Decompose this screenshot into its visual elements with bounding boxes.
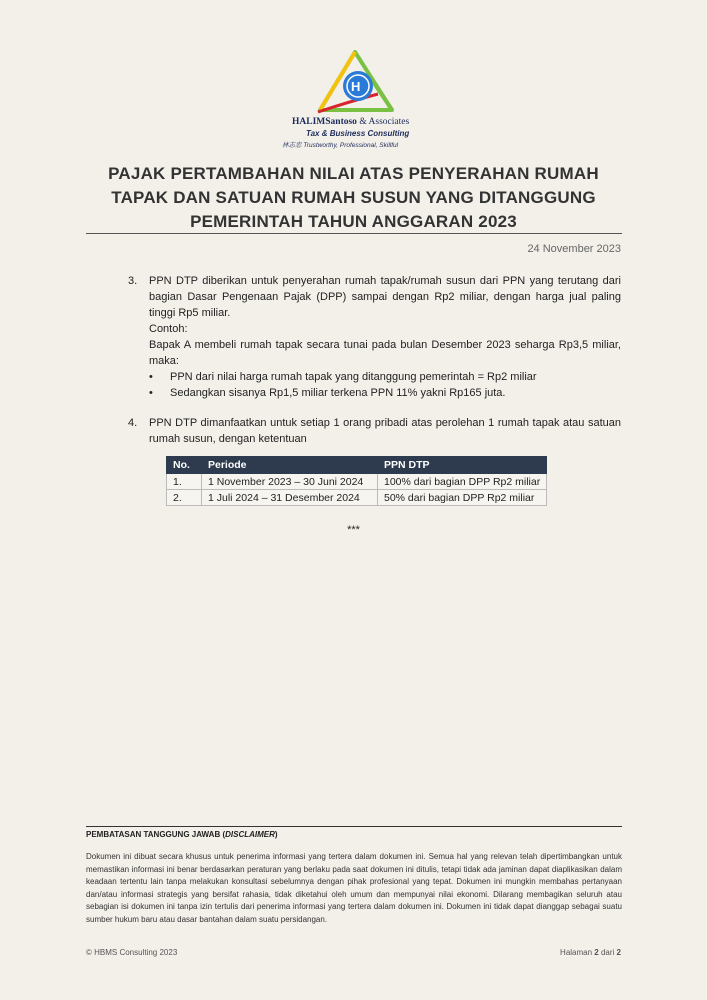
logo-firm-name: HALIMSantoso & Associates	[292, 117, 410, 127]
table-cell: 100% dari bagian DPP Rp2 miliar	[378, 474, 547, 490]
table-cell: 1 Juli 2024 – 31 Desember 2024	[202, 490, 378, 506]
item-text: PPN DTP diberikan untuk penyerahan rumah tapak/rumah susun dari PPN yang terutang dari bagian Dasar Pengenaan Pajak (DPP) sampai dengan Rp2 miliar, dengan harga jual paling tinggi Rp5 miliar.	[149, 275, 621, 319]
example-text: Bapak A membeli rumah tapak secara tunai pada bulan Desember 2023 seharga Rp3,5 miliar, maka:	[149, 339, 621, 367]
section-separator: ***	[347, 524, 360, 536]
table-row	[167, 490, 547, 506]
list-item-4	[128, 415, 621, 447]
item-number: 4.	[128, 417, 138, 429]
column-header: Periode	[202, 457, 378, 474]
item-number: 3.	[128, 275, 138, 287]
footer-page-number: Halaman 2 dari 2	[560, 948, 621, 957]
svg-text:H: H	[351, 79, 361, 94]
document-title	[86, 162, 621, 234]
item-text: PPN DTP dimanfaatkan untuk setiap 1 orang pribadi atas perolehan 1 rumah tapak atau satuan rumah susun, dengan ketentuan	[149, 417, 621, 445]
table-cell: 1.	[167, 474, 202, 490]
table-cell: 1 November 2023 – 30 Juni 2024	[202, 474, 378, 490]
example-bullets	[149, 369, 621, 401]
bullet-item: • PPN dari nilai harga rumah tapak yang ditanggung pemerintah = Rp2 miliar	[149, 369, 621, 385]
logo-subtitle: Tax & Business Consulting	[306, 129, 410, 138]
column-header: No.	[167, 457, 202, 474]
list-item-3	[128, 273, 621, 401]
logo-tagline: 林志忠 Trustworthy, Professional, Skillful	[282, 142, 399, 149]
title-line-1: PAJAK PERTAMBAHAN NILAI ATAS PENYERAHAN RUMAH	[108, 164, 599, 183]
bullet-item: • Sedangkan sisanya Rp1,5 miliar terkena PPN 11% yakni Rp165 juta.	[149, 385, 621, 401]
title-line-2: TAPAK DAN SATUAN RUMAH SUSUN YANG DITANGGUNG	[111, 188, 596, 207]
document-date: 24 November 2023	[527, 243, 621, 255]
footer-copyright: © HBMS Consulting 2023	[86, 948, 178, 957]
company-logo	[270, 50, 440, 150]
example-label: Contoh:	[149, 323, 188, 335]
logo-emblem-icon	[308, 50, 403, 116]
table-cell: 2.	[167, 490, 202, 506]
ppn-dtp-table	[166, 456, 547, 506]
table-cell: 50% dari bagian DPP Rp2 miliar	[378, 490, 547, 506]
disclaimer-title: PEMBATASAN TANGGUNG JAWAB (DISCLAIMER)	[86, 830, 278, 839]
title-line-3: PEMERINTAH TAHUN ANGGARAN 2023	[190, 212, 517, 231]
title-divider	[86, 233, 622, 234]
table-row	[167, 474, 547, 490]
table-header-row	[167, 457, 547, 474]
disclaimer-divider	[86, 826, 622, 827]
disclaimer-text: Dokumen ini dibuat secara khusus untuk penerima informasi yang tertera dalam dokumen ini. Semua hal yang relevan telah dipertimbangkan untuk memastikan informasi ini benar berdasarkan peraturan yang berlaku pada saat dokumen ini ditulis, tetapi tidak ada jaminan dapat diaplikasikan dalam keadaan tertentu lain tanpa melakukan konsultasi sebelumnya dengan pihak profesional yang tepat. Dokumen ini mungkin membahas pertanyaan dan/atau informasi strategis yang bersifat rahasia, tidak diketahui oleh umum dan mempunyai nilai ekonomi. Dilarang membagikan seluruh atau sebagian isi dokumen ini tanpa izin tertulis dari penerima informasi yang tertera dalam dokumen ini. Dokumen ini tidak dapat dianggap sebagai suatu sumber hukum baru atau dasar bantahan dalam suatu persidangan.	[86, 852, 622, 924]
column-header: PPN DTP	[378, 457, 547, 474]
